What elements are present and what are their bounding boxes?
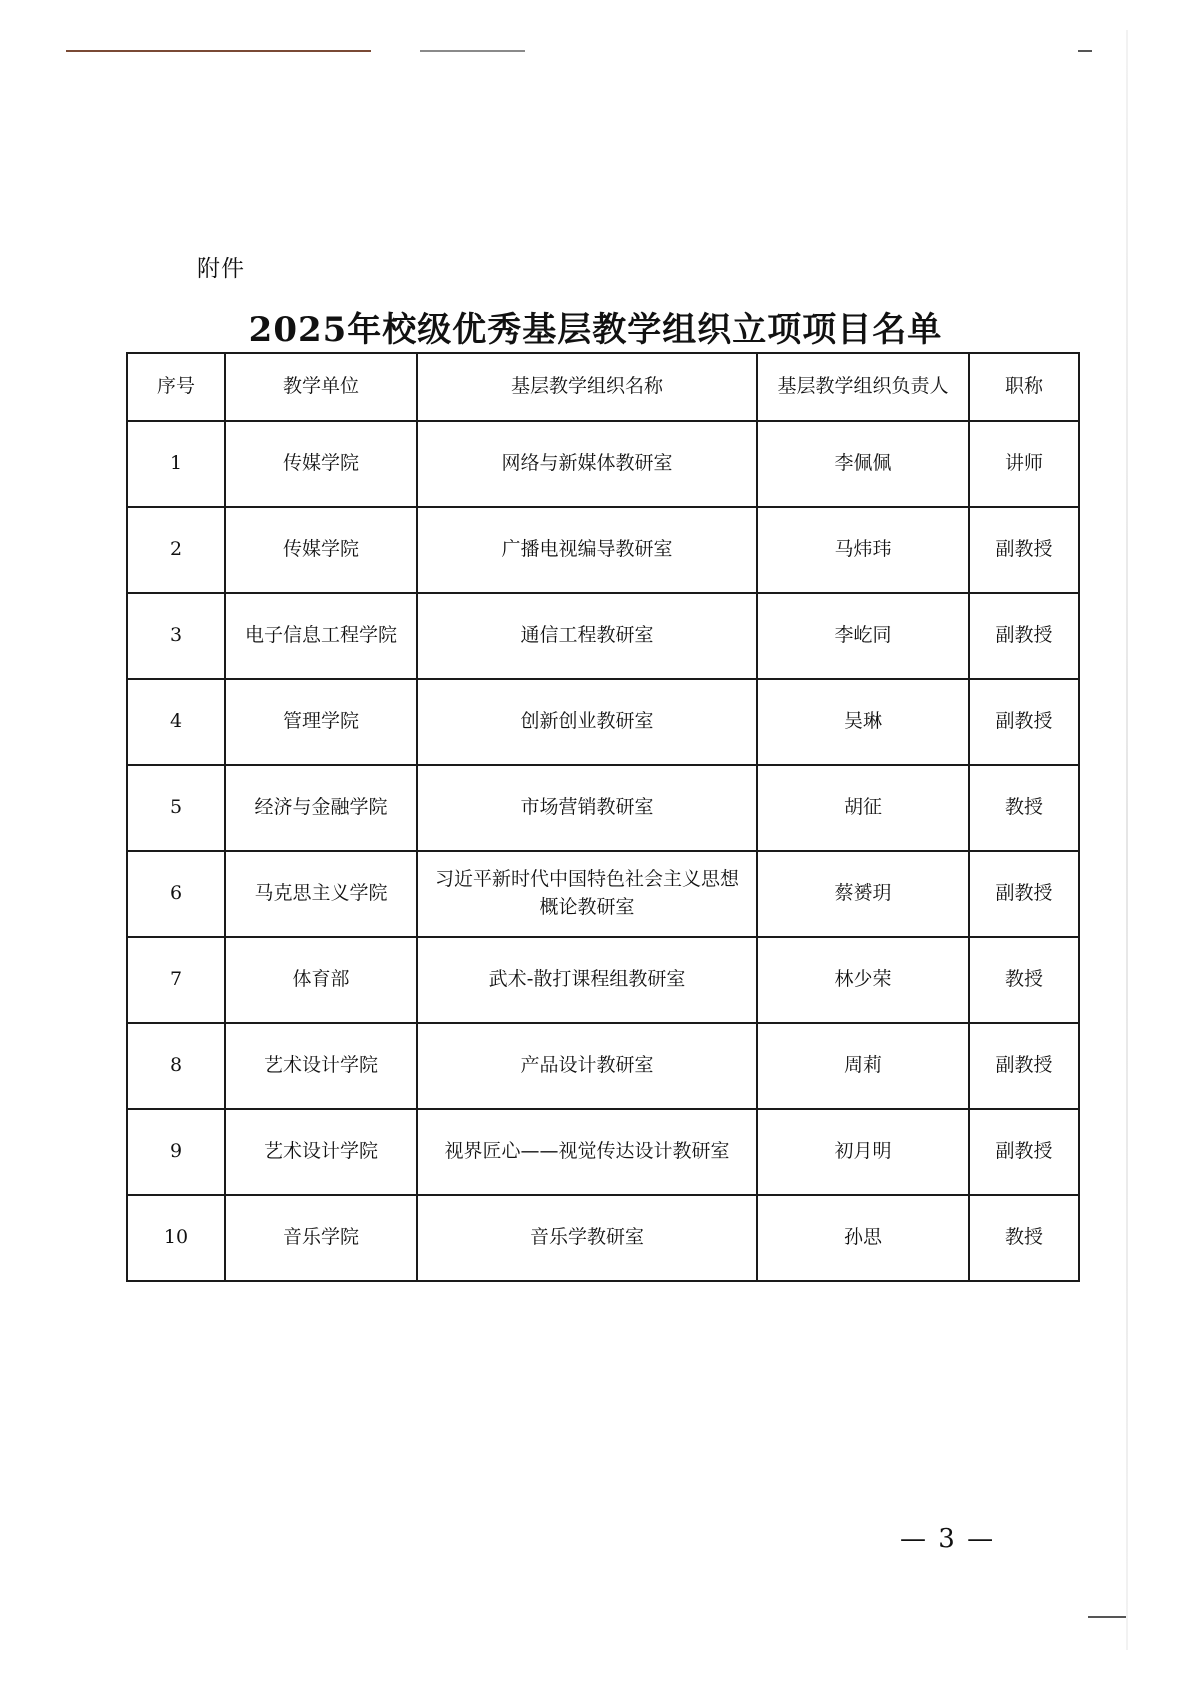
cell-title: 教授 xyxy=(969,1195,1079,1281)
cell-org-name: 音乐学教研室 xyxy=(417,1195,757,1281)
cell-leader: 孙思 xyxy=(757,1195,969,1281)
table-row xyxy=(127,937,1079,1023)
header-leader: 基层教学组织负责人 xyxy=(757,353,969,421)
cell-org-name: 市场营销教研室 xyxy=(417,765,757,851)
cell-unit: 艺术设计学院 xyxy=(225,1109,417,1195)
table-row xyxy=(127,765,1079,851)
header-org-name: 基层教学组织名称 xyxy=(417,353,757,421)
cell-unit: 艺术设计学院 xyxy=(225,1023,417,1109)
table-row xyxy=(127,1195,1079,1281)
cell-org-name: 网络与新媒体教研室 xyxy=(417,421,757,507)
attachment-label: 附件 xyxy=(197,256,245,282)
cell-leader: 李佩佩 xyxy=(757,421,969,507)
cell-no: 2 xyxy=(127,507,225,593)
cell-org-name: 创新创业教研室 xyxy=(417,679,757,765)
document-title: 2025年校级优秀基层教学组织立项项目名单 xyxy=(248,310,943,350)
cell-title: 教授 xyxy=(969,937,1079,1023)
cell-unit: 管理学院 xyxy=(225,679,417,765)
cell-title: 教授 xyxy=(969,765,1079,851)
cell-leader: 胡征 xyxy=(757,765,969,851)
project-list-table xyxy=(126,352,1080,1282)
cell-no: 3 xyxy=(127,593,225,679)
table-row xyxy=(127,679,1079,765)
cell-org-name: 广播电视编导教研室 xyxy=(417,507,757,593)
cell-no: 7 xyxy=(127,937,225,1023)
scan-artifact-line xyxy=(420,50,525,52)
cell-leader: 林少荣 xyxy=(757,937,969,1023)
cell-title: 副教授 xyxy=(969,851,1079,937)
page-edge-shadow xyxy=(1126,30,1128,1650)
cell-no: 9 xyxy=(127,1109,225,1195)
cell-no: 8 xyxy=(127,1023,225,1109)
table-row xyxy=(127,1023,1079,1109)
cell-leader: 周莉 xyxy=(757,1023,969,1109)
cell-unit: 经济与金融学院 xyxy=(225,765,417,851)
scan-artifact-line xyxy=(1078,50,1092,52)
cell-title: 副教授 xyxy=(969,679,1079,765)
table-row xyxy=(127,421,1079,507)
cell-title: 副教授 xyxy=(969,507,1079,593)
cell-unit: 音乐学院 xyxy=(225,1195,417,1281)
table-row xyxy=(127,507,1079,593)
cell-no: 10 xyxy=(127,1195,225,1281)
scan-artifact-line xyxy=(66,50,371,52)
cell-unit: 马克思主义学院 xyxy=(225,851,417,937)
cell-org-name: 视界匠心——视觉传达设计教研室 xyxy=(417,1109,757,1195)
scan-artifact-line xyxy=(1088,1616,1128,1618)
cell-leader: 吴琳 xyxy=(757,679,969,765)
table-row xyxy=(127,851,1079,937)
table-row xyxy=(127,1109,1079,1195)
cell-no: 6 xyxy=(127,851,225,937)
header-title: 职称 xyxy=(969,353,1079,421)
cell-org-name: 通信工程教研室 xyxy=(417,593,757,679)
page-number: — 3 — xyxy=(900,1524,996,1554)
header-unit: 教学单位 xyxy=(225,353,417,421)
table-header-row xyxy=(127,353,1079,421)
cell-unit: 传媒学院 xyxy=(225,421,417,507)
table-row xyxy=(127,593,1079,679)
cell-no: 4 xyxy=(127,679,225,765)
cell-no: 5 xyxy=(127,765,225,851)
cell-no: 1 xyxy=(127,421,225,507)
cell-leader: 初月明 xyxy=(757,1109,969,1195)
cell-org-name: 习近平新时代中国特色社会主义思想概论教研室 xyxy=(417,851,757,937)
cell-leader: 马炜玮 xyxy=(757,507,969,593)
cell-title: 讲师 xyxy=(969,421,1079,507)
cell-unit: 传媒学院 xyxy=(225,507,417,593)
cell-title: 副教授 xyxy=(969,1109,1079,1195)
cell-org-name: 武术-散打课程组教研室 xyxy=(417,937,757,1023)
cell-unit: 电子信息工程学院 xyxy=(225,593,417,679)
cell-title: 副教授 xyxy=(969,593,1079,679)
cell-unit: 体育部 xyxy=(225,937,417,1023)
cell-org-name: 产品设计教研室 xyxy=(417,1023,757,1109)
header-no: 序号 xyxy=(127,353,225,421)
cell-leader: 李屹同 xyxy=(757,593,969,679)
cell-leader: 蔡赟玥 xyxy=(757,851,969,937)
cell-title: 副教授 xyxy=(969,1023,1079,1109)
